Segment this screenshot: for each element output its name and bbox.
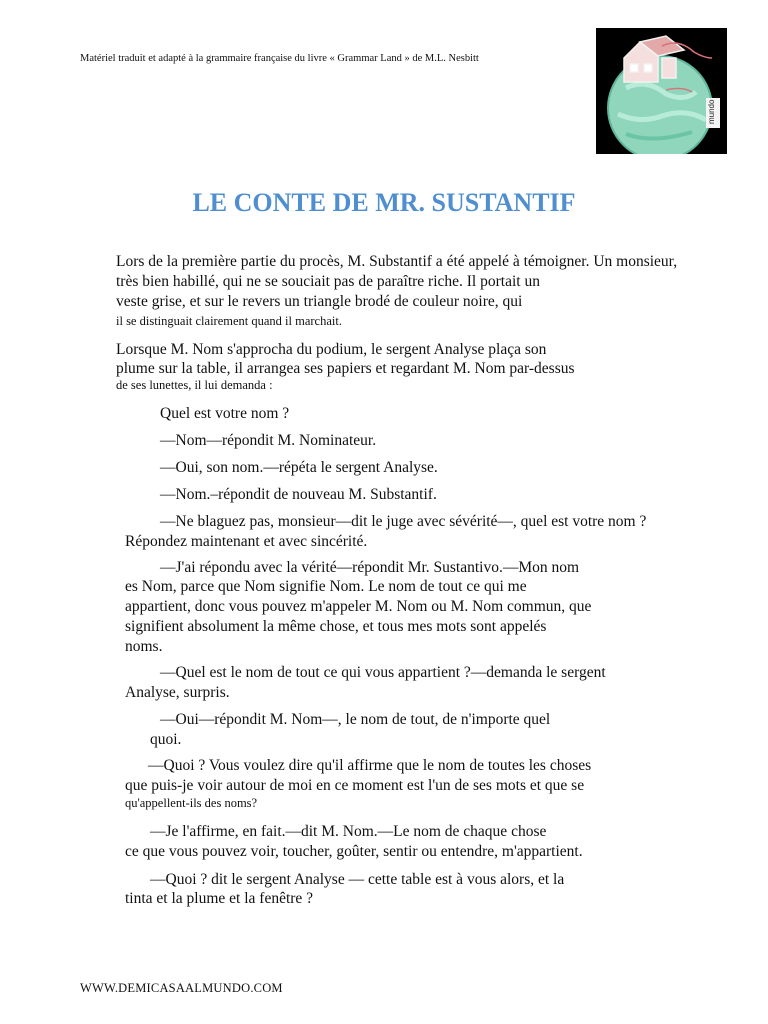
text-line: —J'ai répondu avec la vérité—répondit Mr. Sustantivo.—Mon nom xyxy=(160,559,580,576)
text-line: —Quoi ? Vous voulez dire qu'il affirme que le nom de toutes les choses xyxy=(148,757,592,774)
text-line: quoi. xyxy=(150,731,182,748)
text-line: —Oui, son nom.—répéta le sergent Analyse. xyxy=(160,459,438,476)
text-line: signifient absolument la même chose, et tous mes mots sont appelés xyxy=(125,618,547,635)
text-line: —Oui—répondit M. Nom—, le nom de tout, de n'importe quel xyxy=(160,711,551,728)
text-line: —Je l'affirme, en fait.—dit M. Nom.—Le nom de chaque chose xyxy=(150,823,547,840)
text-line: veste grise, et sur le revers un triangle brodé de couleur noire, qui xyxy=(116,293,523,310)
text-line: tinta et la plume et la fenêtre ? xyxy=(125,890,314,907)
text-line: plume sur la table, il arrangea ses papiers et regardant M. Nom par-dessus xyxy=(116,360,575,377)
text-line: appartient, donc vous pouvez m'appeler M. Nom ou M. Nom commun, que xyxy=(125,598,592,615)
page-title: LE CONTE DE MR. SUSTANTIF xyxy=(192,188,576,217)
text-line: —Ne blaguez pas, monsieur—dit le juge avec sévérité—, quel est votre nom ? xyxy=(160,513,647,530)
text-line: ce que vous pouvez voir, toucher, goûter, sentir ou entendre, m'appartient. xyxy=(125,843,583,860)
logo-text: mundo xyxy=(707,99,716,124)
text-line: il se distinguait clairement quand il marchait. xyxy=(116,314,342,328)
text-line: Quel est votre nom ? xyxy=(160,405,290,422)
text-line: Répondez maintenant et avec sincérité. xyxy=(125,533,368,550)
header-credit: Matériel traduit et adapté à la grammaire française du livre « Grammar Land » de M.L. Nesbitt xyxy=(80,53,479,64)
text-line: —Quoi ? dit le sergent Analyse — cette table est à vous alors, et la xyxy=(150,871,565,888)
text-line: —Quel est le nom de tout ce qui vous appartient ?—demanda le sergent xyxy=(160,664,606,681)
text-line: —Nom—répondit M. Nominateur. xyxy=(160,432,377,449)
globe-house-logo-icon xyxy=(596,28,727,154)
text-line: Lors de la première partie du procès, M. Substantif a été appelé à témoigner. Un monsieur, xyxy=(116,253,678,270)
text-line: Analyse, surpris. xyxy=(125,684,230,701)
text-line: noms. xyxy=(125,638,163,655)
logo xyxy=(596,28,727,154)
text-line: es Nom, parce que Nom signifie Nom. Le nom de tout ce qui me xyxy=(125,578,527,595)
footer-url: WWW.DEMICASAALMUNDO.COM xyxy=(80,981,283,995)
text-line: —Nom.–répondit de nouveau M. Substantif. xyxy=(160,486,437,503)
text-line: très bien habillé, qui ne se souciait pas de paraître riche. Il portait un xyxy=(116,273,540,290)
text-line: Lorsque M. Nom s'approcha du podium, le sergent Analyse plaça son xyxy=(116,341,547,358)
text-line: que puis-je voir autour de moi en ce moment est l'un de ses mots et que se xyxy=(125,777,585,794)
text-line: de ses lunettes, il lui demanda : xyxy=(116,378,273,392)
text-line: qu'appellent-ils des noms? xyxy=(125,796,258,810)
